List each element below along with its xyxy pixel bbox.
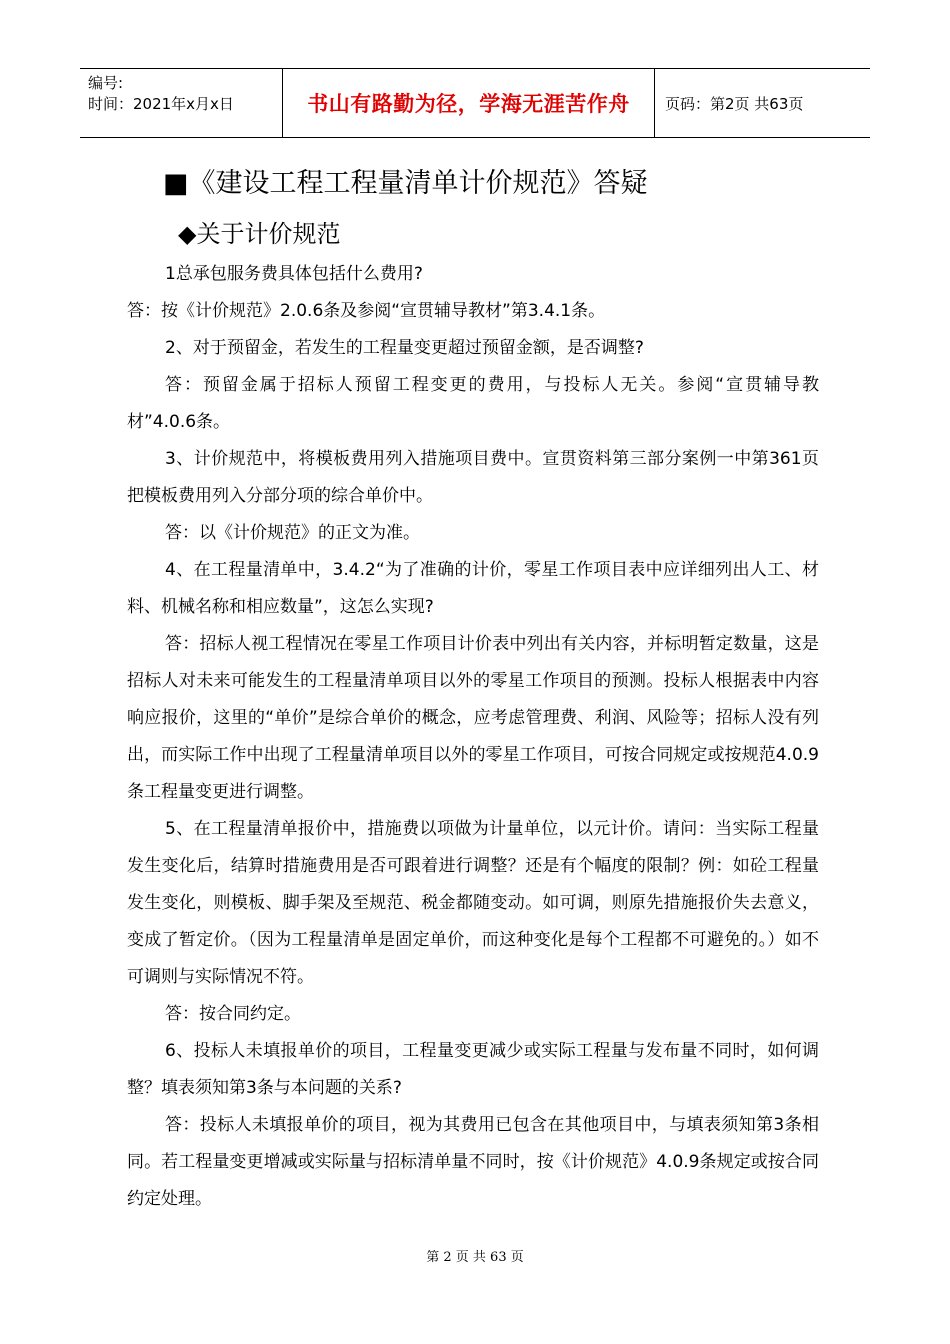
- paragraph: 答：按合同约定。: [165, 1004, 301, 1024]
- paragraph: 5、在工程量清单报价中，措施费以项做为计量单位，以元计价。请问：当实际工程量发生变化后，结算时措施费用是否可跟着进行调整？还是有个幅度的限制？例：如砼工程量发生变化，则模板、脚手架及至规范、税金都随变动。如可调，则原先措施报价失去意义，变成了暂定价。（因为工程量清单是固定单价，而这种变化是每个工程都不可避免的。）如不可调则与实际情况不符。: [127, 819, 819, 987]
- paragraph: 答：投标人未填报单价的项目，视为其费用已包含在其他项目中，与填表须知第3条相同。若工程量变更增减或实际量与招标清单量不同时，按《计价规范》4.0.9条规定或按合同约定处理。: [127, 1115, 819, 1209]
- header-page-info: 页码：第2页 共63页: [665, 94, 804, 113]
- header-meta: [80, 69, 282, 137]
- paragraph: 2、对于预留金，若发生的工程量变更超过预留金额，是否调整?: [165, 338, 644, 358]
- paragraph: 答：以《计价规范》的正文为准。: [165, 523, 420, 543]
- section-title: ◆关于计价规范: [178, 220, 341, 248]
- paragraph: 答：按《计价规范》2.0.6条及参阅“宣贯辅导教材”第3.4.1条。: [127, 301, 606, 321]
- document-time-label: 时间：2021年x月x日: [88, 95, 234, 113]
- document-title: ■《建设工程工程量清单计价规范》答疑: [163, 168, 648, 199]
- page-header: [80, 68, 870, 138]
- paragraph: 答：预留金属于招标人预留工程变更的费用，与投标人无关。参阅“宣贯辅导教材”4.0.6条。: [127, 375, 819, 432]
- paragraph: 4、在工程量清单中，3.4.2“为了准确的计价，零星工作项目表中应详细列出人工、材料、机械名称和相应数量”，这怎么实现?: [127, 560, 819, 617]
- page-footer: 第 2 页 共 63 页: [426, 1250, 524, 1265]
- body-text: [127, 256, 819, 1218]
- document-number-label: 编号:: [88, 74, 124, 92]
- paragraph: 6、投标人未填报单价的项目，工程量变更减少或实际工程量与发布量不同时，如何调整？填表须知第3条与本问题的关系?: [127, 1041, 819, 1098]
- header-motto: 书山有路勤为径，学海无涯苦作舟: [282, 69, 655, 137]
- paragraph: 答：招标人视工程情况在零星工作项目计价表中列出有关内容，并标明暂定数量，这是招标人对未来可能发生的工程量清单项目以外的零星工作项目的预测。投标人根据表中内容响应报价，这里的“单价”是综合单价的概念，应考虑管理费、利润、风险等；招标人没有列出，而实际工作中出现了工程量清单项目以外的零星工作项目，可按合同规定或按规范4.0.9条工程量变更进行调整。: [127, 634, 819, 802]
- paragraph: 3、计价规范中，将模板费用列入措施项目费中。宣贯资料第三部分案例一中第361页把模板费用列入分部分项的综合单价中。: [127, 449, 819, 506]
- paragraph: 1总承包服务费具体包括什么费用?: [165, 264, 423, 284]
